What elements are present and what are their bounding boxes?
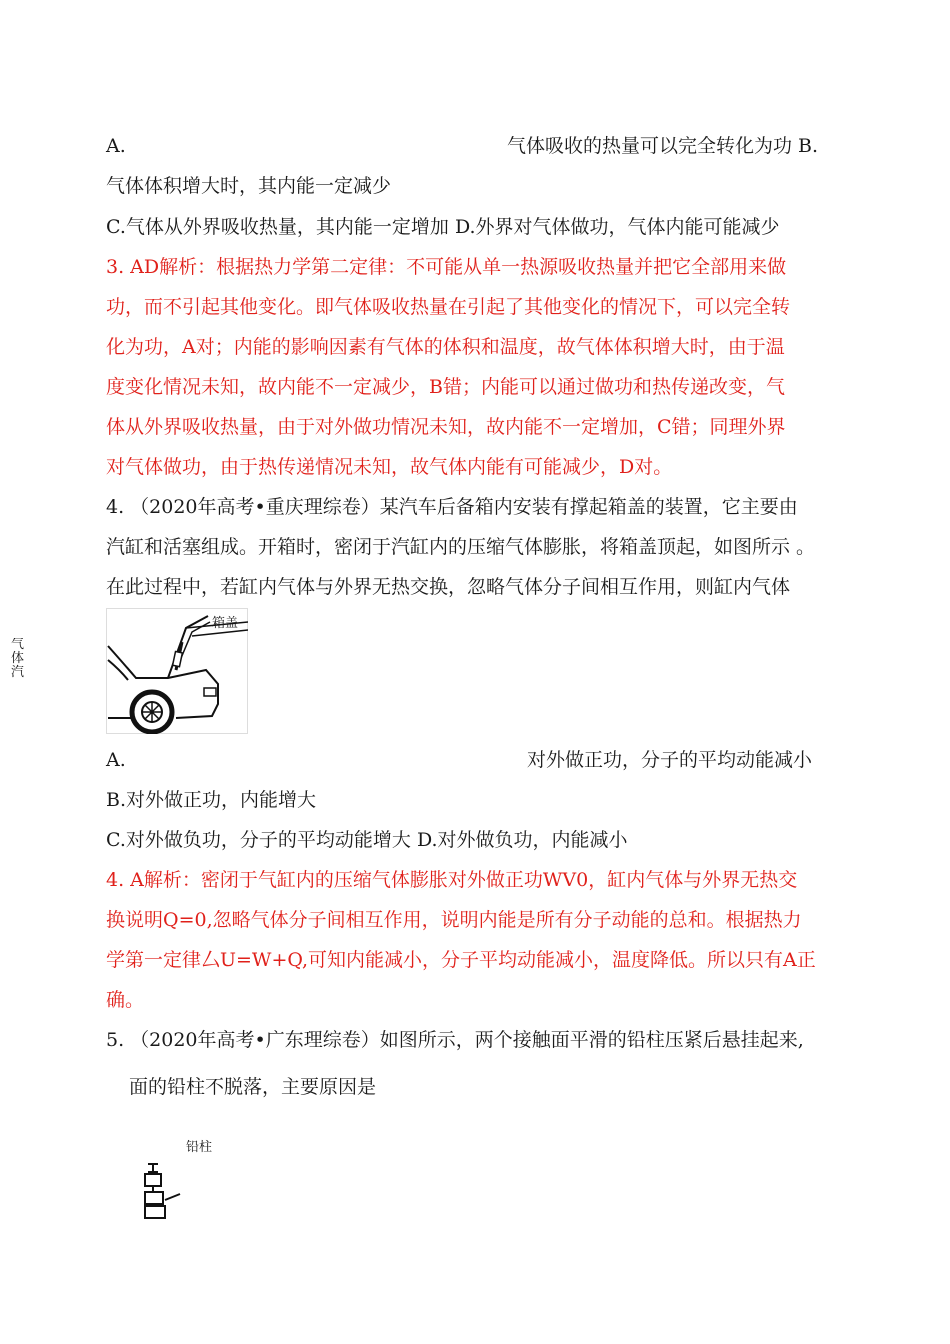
q5-stem-line1: 5. （2020年高考•广东理综卷）如图所示，两个接触面平滑的铅柱压紧后悬挂起来, [106,1029,804,1051]
lead-cylinder-drawing [140,1162,186,1222]
q3-answer-line: 化为功，A对；内能的影响因素有气体的体积和温度，故气体体积增大时，由于温 [106,336,785,358]
q4-stem-line: 4. （2020年高考•重庆理综卷）某汽车后备箱内安装有撑起箱盖的装置，它主要由 [106,496,798,518]
q4-answer-line: 换说明Q=0,忽略气体分子间相互作用，说明内能是所有分子动能的总和。根据热力 [106,909,802,931]
q4-answer-line: 学第一定律厶U=W+Q,可知内能减小，分子平均动能减小，温度降低。所以只有A正 [106,949,816,971]
q4-answer-line: 确。 [106,989,145,1011]
q4-stem-line: 在此过程中，若缸内气体与外界无热交换，忽略气体分子间相互作用，则缸内气体 [106,576,791,598]
q4-stem-line: 汽缸和活塞组成。开箱时，密闭于汽缸内的压缩气体膨胀，将箱盖顶起，如图所示 。 [106,536,816,558]
q3-option-a-label: A. [106,135,126,157]
q4-answer-line: 4. A解析：密闭于气缸内的压缩气体膨胀对外做正功WV0，缸内气体与外界无热交 [106,869,798,891]
q4-option-b: B.对外做正功，内能增大 [106,789,317,811]
q3-option-b-text: 气体体积增大时，其内能一定减少 [106,175,392,197]
q3-answer-line: 功，而不引起其他变化。即气体吸收热量在引起了其他变化的情况下，可以完全转 [106,296,791,318]
lead-cylinder-label: 铅柱 [186,1140,213,1155]
q3-answer-line: 对气体做功，由于热传递情况未知，故气体内能有可能减少，D对。 [106,456,673,478]
side-note: 气体汽 [11,638,25,678]
lead-cylinder-figure [140,1162,186,1222]
q3-options-c-d: C.气体从外界吸收热量，其内能一定增加 D.外界对气体做功，气体内能可能减少 [106,216,780,238]
q3-answer-line: 体从外界吸收热量，由于对外做功情况未知，故内能不一定增加，C错；同理外界 [106,416,786,438]
q3-option-a-text: 气体吸收的热量可以完全转化为功 B. [507,135,819,157]
trunk-lid-label: 箱盖 [212,616,239,631]
q4-option-a-label: A. [106,749,126,771]
q4-options-c-d: C.对外做负功，分子的平均动能增大 D.对外做负功，内能减小 [106,829,628,851]
car-trunk-figure [106,608,248,734]
q3-answer-line: 3. AD解析：根据热力学第二定律：不可能从单一热源吸收热量并把它全部用来做 [106,256,787,278]
q3-answer-line: 度变化情况未知，故内能不一定减少，B错；内能可以通过做功和热传递改变，气 [106,376,785,398]
q5-stem-line2: 面的铅柱不脱落，主要原因是 [129,1076,377,1098]
q4-option-a-text: 对外做正功，分子的平均动能减小 [527,749,813,771]
